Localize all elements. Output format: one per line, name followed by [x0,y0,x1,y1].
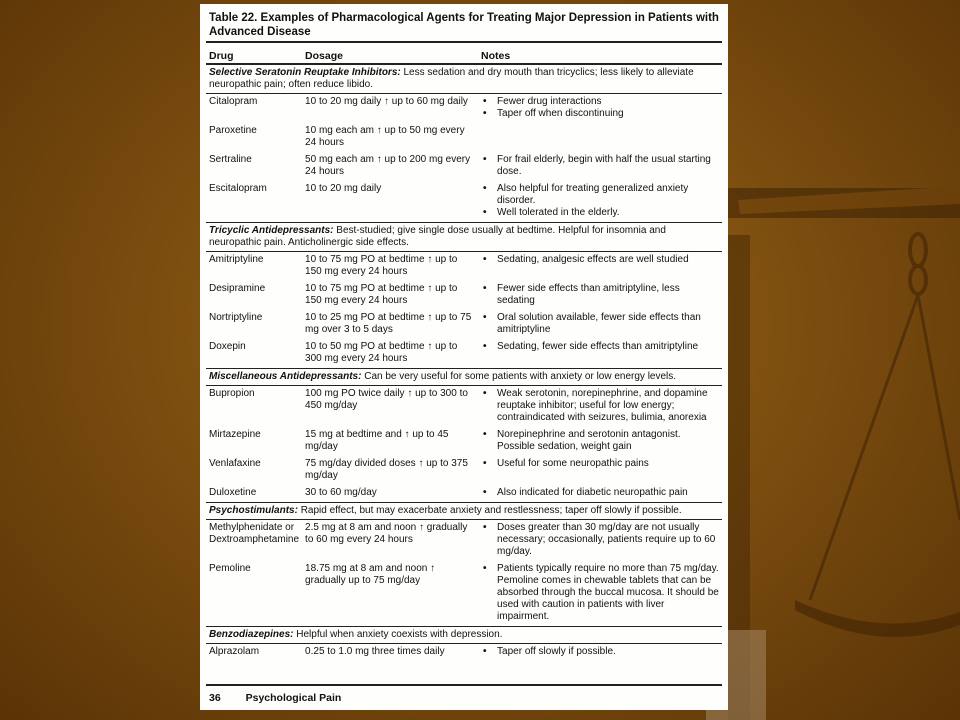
drug-dosage: 10 to 20 mg daily [305,183,382,194]
drug-notes [478,310,722,339]
table-row [206,520,722,562]
note-item: • Doses greater than 30 mg/day are not usually necessary; occasionally, patients require up to 60 mg/day. [481,522,719,558]
table-row [206,644,722,662]
section-description: Best-studied; give single dose usually at bedtime. Helpful for insomnia and neuropathic pain. Anticholinergic side effects. [209,225,666,248]
note-item: • Norepinephrine and serotonin antagonist. Possible sedation, weight gain [481,429,719,453]
drug-dosage: 30 to 60 mg/day [305,487,377,498]
table-row [206,252,722,282]
note-item: • Taper off slowly if possible. [481,646,719,658]
notes-list [481,522,719,558]
section-description: Can be very useful for some patients with anxiety or low energy levels. [361,371,677,382]
notes-list [481,183,719,219]
section-header-row [206,223,722,252]
drug-notes [478,644,722,662]
section-header-row [206,503,722,520]
scale-pan [795,600,960,637]
drug-notes [478,94,722,124]
note-item: • Well tolerated in the elderly. [481,207,719,219]
section-name: Benzodiazepines: [209,629,294,640]
drug-dosage: 10 to 25 mg PO at bedtime ↑ up to 75 mg over 3 to 5 days [305,312,472,335]
drug-dosage: 10 to 75 mg PO at bedtime ↑ up to 150 mg every 24 hours [305,254,458,277]
section-header-row [206,369,722,386]
section-header-row [206,64,722,94]
drug-notes [478,561,722,627]
section-name: Miscellaneous Antidepressants: [209,371,362,382]
drug-name: Desipramine [209,283,266,294]
table-body [206,64,722,661]
drug-name: Bupropion [209,388,255,399]
drug-dosage: 10 to 75 mg PO at bedtime ↑ up to 150 mg every 24 hours [305,283,458,306]
note-item: • Also helpful for treating generalized anxiety disorder. [481,183,719,207]
notes-list [481,563,719,623]
table-row [206,561,722,627]
drug-dosage: 100 mg PO twice daily ↑ up to 300 to 450 mg/day [305,388,468,411]
table-row [206,123,722,152]
table-header-row [206,49,722,64]
notes-list [481,458,719,470]
notes-list [481,283,719,307]
section-header-row [206,627,722,644]
drug-name: Paroxetine [209,125,257,136]
drug-notes [478,427,722,456]
drug-name: Methylphenidate or Dextroamphetamine [209,522,300,545]
drug-notes [478,281,722,310]
drug-name: Alprazolam [209,646,260,657]
section-header [206,369,722,386]
drug-name: Escitalopram [209,183,267,194]
drug-dosage: 10 to 20 mg daily ↑ up to 60 mg daily [305,96,468,107]
header-drug: Drug [206,49,302,64]
section-header [206,627,722,644]
drug-notes [478,123,722,152]
notes-list [481,341,719,353]
note-item: • Oral solution available, fewer side effects than amitriptyline [481,312,719,336]
note-item: • Sedating, fewer side effects than amitriptyline [481,341,719,353]
drug-dosage: 0.25 to 1.0 mg three times daily [305,646,445,657]
section-header [206,503,722,520]
table-row [206,427,722,456]
header-notes: Notes [478,49,722,64]
table-row [206,94,722,124]
table-row [206,310,722,339]
note-item: • Also indicated for diabetic neuropathic pain [481,487,719,499]
page-footer [206,684,722,704]
table-title: Table 22. Examples of Pharmacological Agents for Treating Major Depression in Patients with Advanced Disease [206,11,722,43]
drug-dosage: 15 mg at bedtime and ↑ up to 45 mg/day [305,429,449,452]
note-item: • Fewer drug interactions [481,96,719,108]
drug-notes [478,181,722,223]
table-row [206,281,722,310]
drug-table [206,49,722,661]
note-item: • Sedating, analgesic effects are well studied [481,254,719,266]
drug-name: Nortriptyline [209,312,263,323]
page-number: 36 [209,692,221,704]
section-description: Less sedation and dry mouth than tricyclics; less likely to alleviate neuropathic pain; often reduce libido. [209,67,694,90]
notes-list [481,388,719,424]
notes-list [481,154,719,178]
header-dosage: Dosage [302,49,478,64]
drug-dosage: 2.5 mg at 8 am and noon ↑ gradually to 60 mg every 24 hours [305,522,468,545]
section-name: Selective Seratonin Reuptake Inhibitors: [209,67,401,78]
note-item: • Fewer side effects than amitriptyline, less sedating [481,283,719,307]
table-row [206,181,722,223]
notes-list [481,312,719,336]
book-title: Psychological Pain [245,692,342,704]
notes-list [481,254,719,266]
section-header [206,223,722,252]
note-item: • Useful for some neuropathic pains [481,458,719,470]
notes-list [481,646,719,658]
drug-notes [478,339,722,369]
drug-name: Duloxetine [209,487,257,498]
drug-dosage: 18.75 mg at 8 am and noon ↑ gradually up to 75 mg/day [305,563,436,586]
drug-name: Sertraline [209,154,252,165]
section-description: Helpful when anxiety coexists with depression. [293,629,503,640]
drug-notes [478,252,722,282]
notes-list [481,96,719,120]
notes-list [481,487,719,499]
drug-dosage: 75 mg/day divided doses ↑ up to 375 mg/day [305,458,468,481]
notes-list [481,429,719,453]
table-row [206,456,722,485]
table-row [206,485,722,503]
drug-notes [478,520,722,562]
drug-notes [478,386,722,428]
note-item: • Taper off when discontinuing [481,108,719,120]
drug-name: Venlafaxine [209,458,261,469]
table-row [206,152,722,181]
note-item: • Patients typically require no more than 75 mg/day. Pemoline comes in chewable tablets that can be absorbed through the buccal mucosa. It should be used with caution in patients with liver impairment. [481,563,719,623]
section-name: Psychostimulants: [209,505,298,516]
note-item: • For frail elderly, begin with half the usual starting dose. [481,154,719,178]
table-row [206,339,722,369]
note-item: • Weak serotonin, norepinephrine, and dopamine reuptake inhibitor; useful for low energy; contraindicated with seizures, bulimia, anorexia [481,388,719,424]
drug-name: Pemoline [209,563,251,574]
drug-notes [478,485,722,503]
section-header [206,64,722,94]
drug-dosage: 50 mg each am ↑ up to 200 mg every 24 hours [305,154,471,177]
table-row [206,386,722,428]
document-page [200,4,728,710]
drug-dosage: 10 to 50 mg PO at bedtime ↑ up to 300 mg every 24 hours [305,341,458,364]
drug-name: Doxepin [209,341,246,352]
section-name: Tricyclic Antidepressants: [209,225,334,236]
drug-name: Amitriptyline [209,254,264,265]
drug-name: Mirtazepine [209,429,261,440]
drug-notes [478,456,722,485]
section-description: Rapid effect, but may exacerbate anxiety and restlessness; taper off slowly if possible. [297,505,682,516]
drug-notes [478,152,722,181]
drug-dosage: 10 mg each am ↑ up to 50 mg every 24 hours [305,125,465,148]
drug-name: Citalopram [209,96,258,107]
